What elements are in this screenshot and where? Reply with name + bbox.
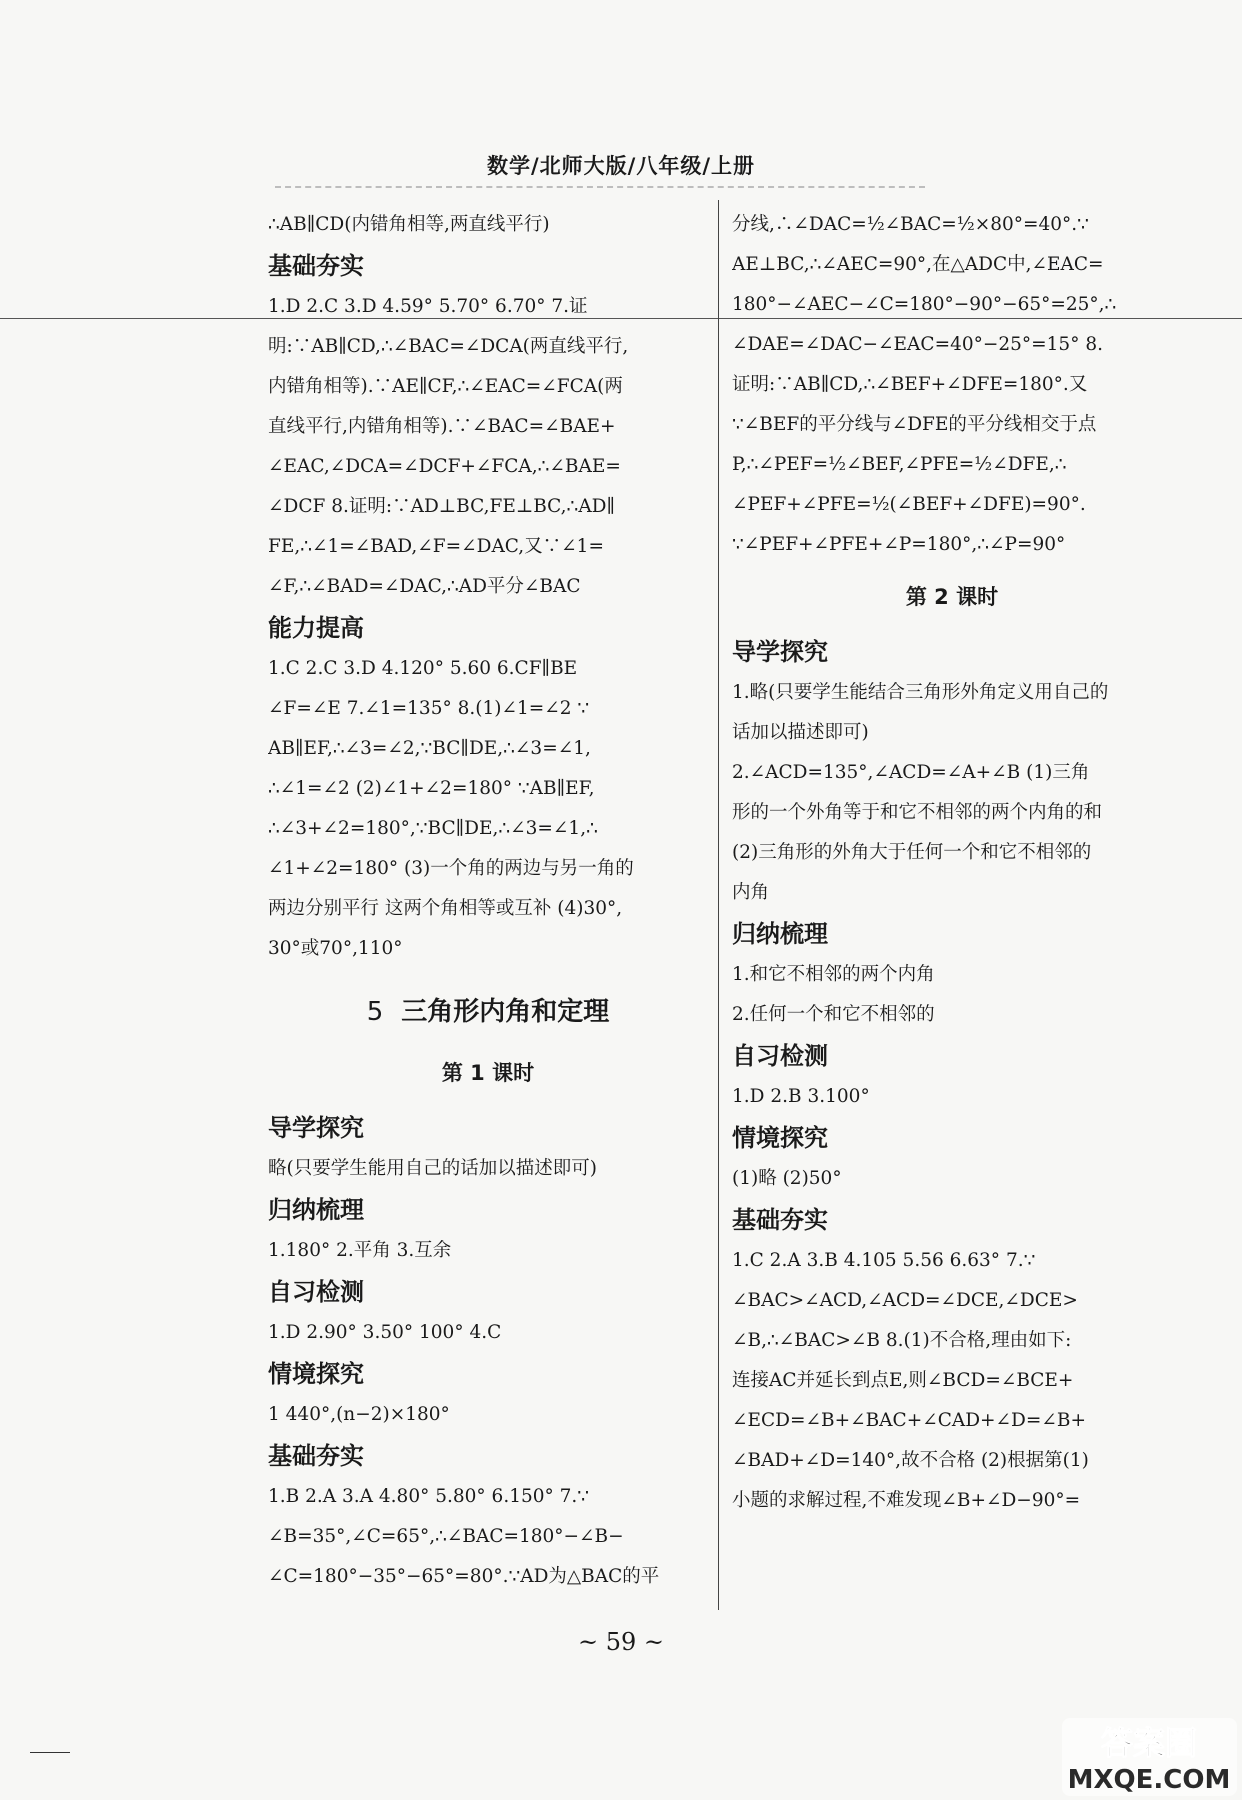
answer-block-basic-r [732, 1241, 1172, 1521]
answer-line: 1.B 2.A 3.A 4.80° 5.80° 6.150° 7.∵ [268, 1486, 590, 1507]
section-heading-guide-r: 导学探究 [732, 638, 828, 666]
answer-line: ∠DCF 8.证明:∵AD⊥BC,FE⊥BC,∴AD∥ [268, 496, 616, 517]
chapter-name: 三角形内角和定理 [401, 997, 610, 1027]
section-heading-summary: 归纳梳理 [268, 1196, 364, 1224]
section-heading-scenario: 情境探究 [268, 1360, 364, 1388]
answer-line: ∠EAC,∠DCA=∠DCF+∠FCA,∴∠BAE= [268, 456, 621, 477]
answer-line: (1)略 (2)50° [732, 1168, 842, 1189]
answer-line: 30°或70°,110° [268, 938, 403, 959]
section-heading-guide: 导学探究 [268, 1114, 364, 1142]
answer-line: 1 440°,(n−2)×180° [268, 1404, 450, 1425]
answer-line: 小题的求解过程,不难发现∠B+∠D−90°= [732, 1490, 1081, 1511]
answer-line: ∵∠PEF+∠PFE+∠P=180°,∴∠P=90° [732, 534, 1066, 555]
watermark-text-cn: 答案圈 [1100, 1724, 1198, 1762]
answer-line: 两边分别平行 这两个角相等或互补 (4)30°, [268, 898, 623, 919]
answer-line: 话加以描述即可) [732, 722, 869, 743]
answer-line: 180°−∠AEC−∠C=180°−90°−65°=25°,∴ [732, 294, 1117, 315]
answer-line: ∠C=180°−35°−65°=80°.∵AD为△BAC的平 [268, 1566, 660, 1587]
answer-line: 内错角相等).∵AE∥CF,∴∠EAC=∠FCA(两 [268, 376, 623, 397]
answer-line: 1.D 2.90° 3.50° 100° 4.C [268, 1322, 502, 1343]
answer-line: ∠DAE=∠DAC−∠EAC=40°−25°=15° 8. [732, 334, 1103, 355]
answer-line: 直线平行,内错角相等).∵∠BAC=∠BAE+ [268, 416, 616, 437]
answer-line: 连接AC并延长到点E,则∠BCD=∠BCE+ [732, 1370, 1074, 1391]
answer-line: 略(只要学生能用自己的话加以描述即可) [268, 1158, 597, 1179]
answer-line: ∵∠BEF的平分线与∠DFE的平分线相交于点 [732, 414, 1097, 435]
answer-block-summary [268, 1231, 708, 1271]
answer-line: 证明:∵AB∥CD,∴∠BEF+∠DFE=180°.又 [732, 374, 1088, 395]
section-heading-basic: 基础夯实 [268, 252, 364, 280]
answer-block-basic-cont [732, 205, 1172, 565]
answer-line: 1.180° 2.平角 3.互余 [268, 1240, 452, 1261]
chapter-number: 5 [366, 997, 384, 1027]
answer-line: 2.∠ACD=135°,∠ACD=∠A+∠B (1)三角 [732, 762, 1090, 783]
answer-line: AE⊥BC,∴∠AEC=90°,在△ADC中,∠EAC= [732, 254, 1104, 275]
section-heading-summary-r: 归纳梳理 [732, 920, 828, 948]
answer-line: ∠PEF+∠PFE=½(∠BEF+∠DFE)=90°. [732, 494, 1086, 515]
answer-line: ∴∠3+∠2=180°,∵BC∥DE,∴∠3=∠1,∴ [268, 818, 598, 839]
answer-line: 1.略(只要学生能结合三角形外角定义用自己的 [732, 682, 1109, 703]
answer-line: FE,∴∠1=∠BAD,∠F=∠DAC,又∵∠1= [268, 536, 604, 557]
answer-line: ∠F=∠E 7.∠1=135° 8.(1)∠1=∠2 ∵ [268, 698, 590, 719]
answer-line: 1.D 2.B 3.100° [732, 1086, 870, 1107]
page-number: ~ 59 ~ [577, 1628, 664, 1656]
answer-line: ∠B,∴∠BAC>∠B 8.(1)不合格,理由如下: [732, 1330, 1072, 1351]
answer-line: 形的一个外角等于和它不相邻的两个内角的和 [732, 802, 1103, 823]
watermark-logo [1062, 1718, 1237, 1796]
section-heading-ability: 能力提高 [268, 614, 364, 642]
answer-line: 1.和它不相邻的两个内角 [732, 964, 935, 985]
answer-line: ∠B=35°,∠C=65°,∴∠BAC=180°−∠B− [268, 1526, 624, 1547]
running-header: 数学/北师大版/八年级/上册 [486, 154, 755, 178]
answer-line: 2.任何一个和它不相邻的 [732, 1004, 935, 1025]
chapter-title [268, 987, 708, 1037]
lesson-title-2: 第 2 课时 [905, 585, 999, 609]
corner-mark [30, 1752, 70, 1753]
intro-line: ∴AB∥CD(内错角相等,两直线平行) [268, 214, 550, 235]
answer-line: ∠1+∠2=180° (3)一个角的两边与另一角的 [268, 858, 634, 879]
watermark-text-url: MXQE.COM [1067, 1765, 1231, 1795]
answer-line: 1.C 2.A 3.B 4.105 5.56 6.63° 7.∵ [732, 1250, 1036, 1271]
answer-line: 1.D 2.C 3.D 4.59° 5.70° 6.70° 7.证 [268, 296, 588, 317]
header-rule [275, 186, 925, 188]
section-heading-basic-r: 基础夯实 [732, 1206, 828, 1234]
answer-line: (2)三角形的外角大于任何一个和它不相邻的 [732, 842, 1092, 863]
answer-block-scenario-r [732, 1159, 1172, 1199]
answer-line: 内角 [732, 882, 770, 903]
answer-line: ∴∠1=∠2 (2)∠1+∠2=180° ∵AB∥EF, [268, 778, 595, 799]
answer-line: ∠F,∴∠BAD=∠DAC,∴AD平分∠BAC [268, 576, 581, 597]
answer-line: 分线,∴∠DAC=½∠BAC=½×80°=40°.∵ [732, 214, 1089, 235]
section-heading-selfcheck: 自习检测 [268, 1278, 364, 1306]
answer-block-basic-2 [268, 1477, 708, 1597]
answer-block-guide-r [732, 673, 1172, 913]
answer-block-ability [268, 649, 708, 969]
column-divider [718, 200, 719, 1610]
answer-line: ∠BAD+∠D=140°,故不合格 (2)根据第(1) [732, 1450, 1089, 1471]
answer-line: ∠ECD=∠B+∠BAC+∠CAD+∠D=∠B+ [732, 1410, 1086, 1431]
answer-block-selfcheck [268, 1313, 708, 1353]
answer-line: ∠BAC>∠ACD,∠ACD=∠DCE,∠DCE> [732, 1290, 1078, 1311]
answer-block-basic [268, 287, 708, 607]
lesson-title-1: 第 1 课时 [441, 1061, 535, 1085]
answer-block-guide [268, 1149, 708, 1189]
answer-line: 1.C 2.C 3.D 4.120° 5.60 6.CF∥BE [268, 658, 578, 679]
answer-block-summary-r [732, 955, 1172, 1035]
right-column [732, 205, 1172, 1521]
answer-line: AB∥EF,∴∠3=∠2,∵BC∥DE,∴∠3=∠1, [268, 738, 591, 759]
answer-line: P,∴∠PEF=½∠BEF,∠PFE=½∠DFE,∴ [732, 454, 1067, 475]
section-heading-scenario-r: 情境探究 [732, 1124, 828, 1152]
left-column [268, 205, 708, 1597]
answer-block-scenario [268, 1395, 708, 1435]
answer-block-selfcheck-r [732, 1077, 1172, 1117]
section-heading-basic-2: 基础夯实 [268, 1442, 364, 1470]
answer-line: 明:∵AB∥CD,∴∠BAC=∠DCA(两直线平行, [268, 336, 629, 357]
section-heading-selfcheck-r: 自习检测 [732, 1042, 828, 1070]
